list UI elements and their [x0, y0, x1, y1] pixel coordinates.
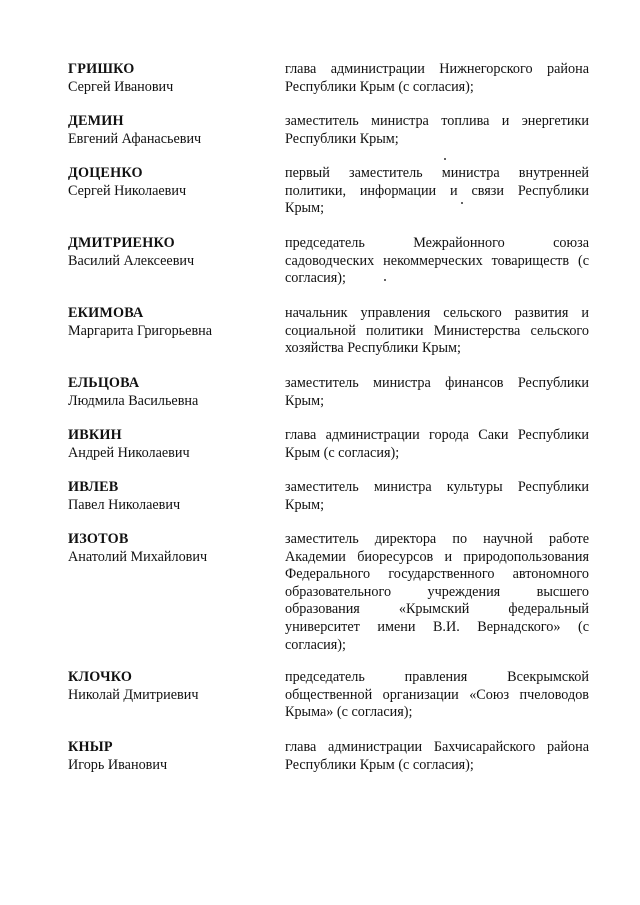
member-given-name: Сергей Николаевич	[68, 182, 187, 199]
member-surname: ИВЛЕВ	[68, 479, 119, 495]
member-surname: ДМИТРИЕНКО	[68, 235, 175, 251]
member-given-name: Сергей Иванович	[68, 78, 174, 95]
member-name	[68, 669, 273, 704]
member-name	[68, 61, 273, 96]
member-surname: ИВКИН	[68, 427, 122, 443]
member-name	[68, 165, 273, 200]
member-name	[68, 479, 273, 514]
member-given-name: Игорь Иванович	[68, 756, 168, 773]
member-surname: КЛОЧКО	[68, 669, 133, 685]
member-position: заместитель директора по научной работе Академии биоресурсов и природопользования Федерального государственного автономного образовательного учреждения высшего образования «Крымский федеральный университет имени В.И. Вернадского» (с согласия);	[285, 531, 589, 653]
member-position: глава администрации города Саки Республики Крым (с согласия);	[285, 427, 589, 461]
member-given-name: Людмила Васильевна	[68, 392, 199, 409]
member-given-name: Анатолий Михайлович	[68, 548, 208, 565]
member-name	[68, 113, 273, 148]
member-surname: ЕЛЬЦОВА	[68, 375, 140, 391]
member-given-name: Андрей Николаевич	[68, 444, 190, 461]
scan-speck	[444, 158, 446, 160]
member-surname: ДОЦЕНКО	[68, 165, 143, 181]
scan-speck	[461, 202, 463, 204]
member-position: заместитель министра культуры Республики Крым;	[285, 479, 589, 513]
member-position: председатель правления Всекрымской общественной организации «Союз пчеловодов Крыма» (с согласия);	[285, 669, 589, 721]
member-given-name: Евгений Афанасьевич	[68, 130, 202, 147]
member-position: председатель Межрайонного союза садоводческих некоммерческих товариществ (с согласия);	[285, 235, 589, 287]
member-given-name: Василий Алексеевич	[68, 252, 195, 269]
member-position: заместитель министра топлива и энергетики Республики Крым;	[285, 113, 589, 147]
member-name	[68, 235, 273, 270]
member-position: начальник управления сельского развития и социальной политики Министерства сельского хозяйства Республики Крым;	[285, 305, 589, 357]
member-given-name: Маргарита Григорьевна	[68, 322, 213, 339]
member-position: заместитель министра финансов Республики Крым;	[285, 375, 589, 409]
member-position: глава администрации Бахчисарайского района Республики Крым (с согласия);	[285, 739, 589, 773]
member-surname: ИЗОТОВ	[68, 531, 129, 547]
member-surname: ГРИШКО	[68, 61, 135, 77]
member-name	[68, 375, 273, 410]
member-given-name: Николай Дмитриевич	[68, 686, 199, 703]
member-name	[68, 427, 273, 462]
member-position: глава администрации Нижнегорского района Республики Крым (с согласия);	[285, 61, 589, 95]
member-given-name: Павел Николаевич	[68, 496, 181, 513]
member-surname: КНЫР	[68, 739, 113, 755]
member-name	[68, 305, 273, 340]
member-surname: ЕКИМОВА	[68, 305, 144, 321]
member-name	[68, 531, 273, 566]
member-name	[68, 739, 273, 774]
member-surname: ДЕМИН	[68, 113, 124, 129]
member-position: первый заместитель министра внутренней политики, информации и связи Республики Крым;	[285, 165, 589, 217]
scan-speck	[384, 279, 386, 281]
